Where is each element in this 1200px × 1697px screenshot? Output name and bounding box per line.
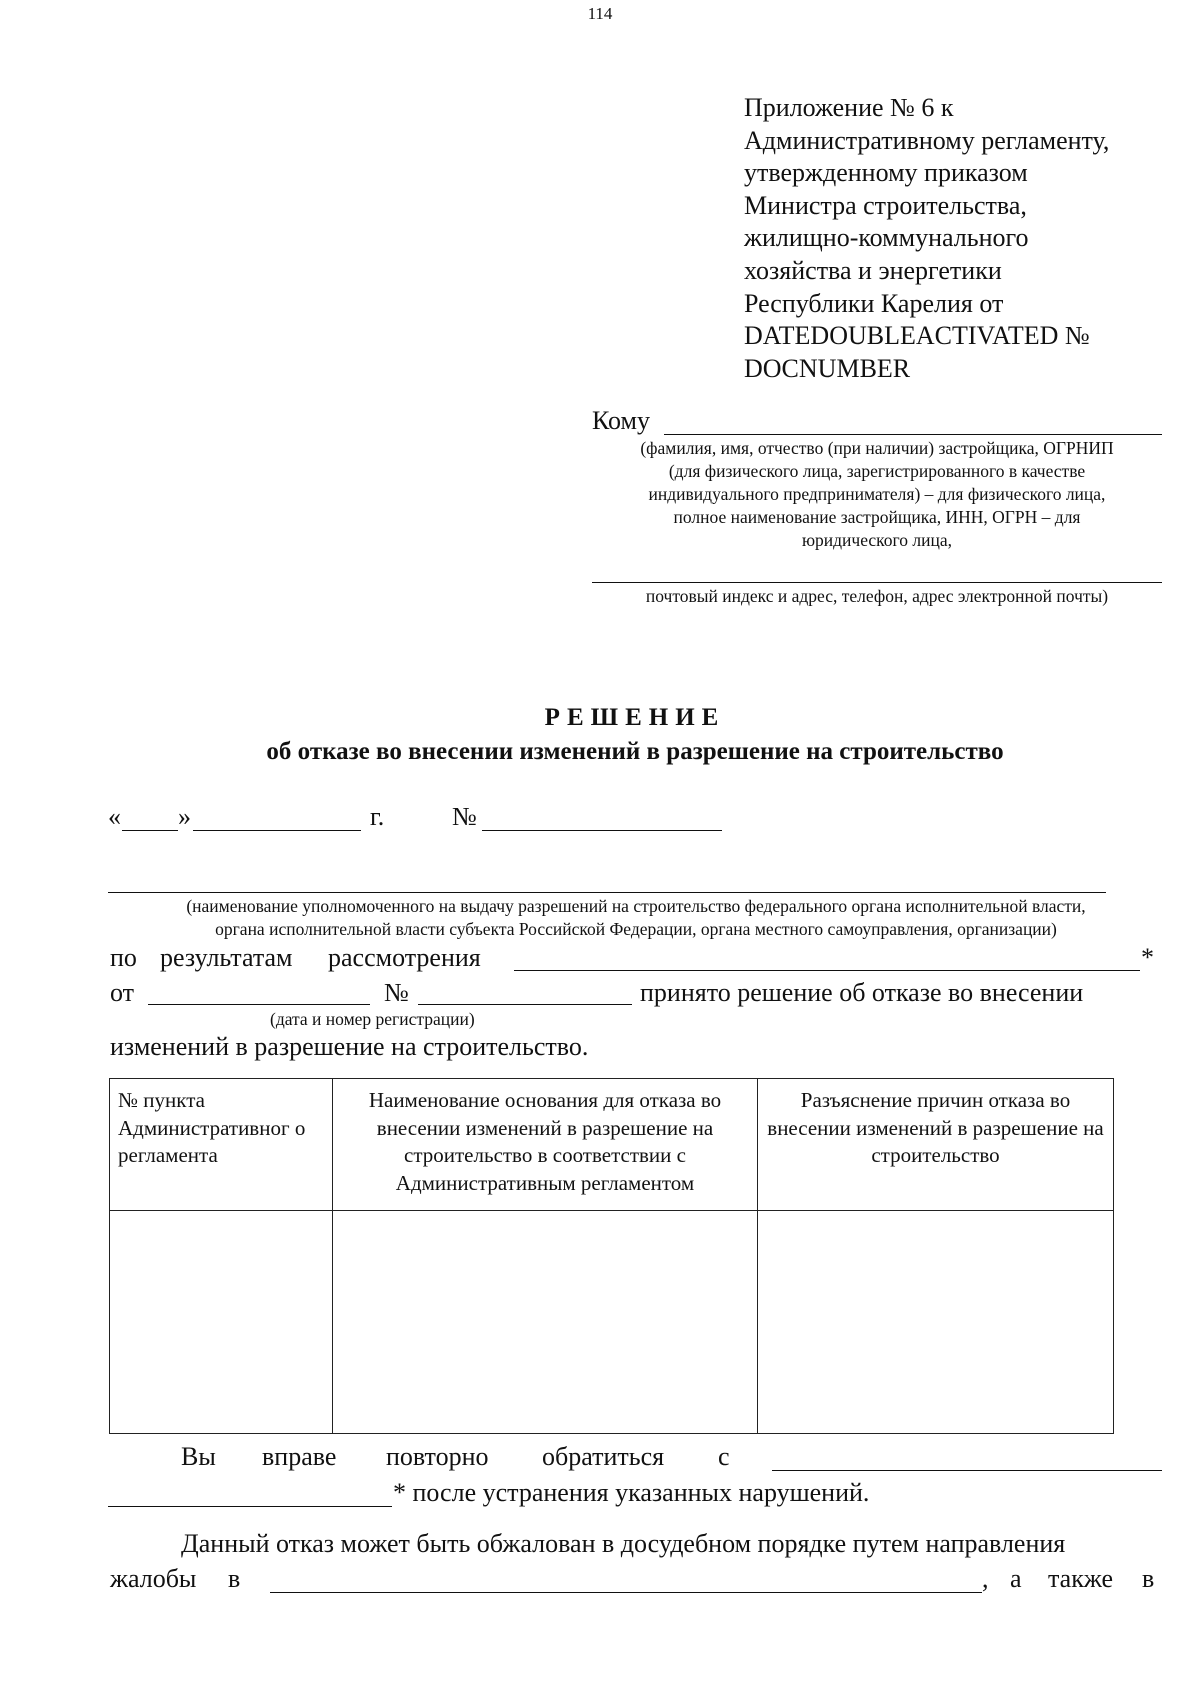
appeal-text: Данный отказ может быть обжалован в досудебном порядке путем направления — [181, 1529, 1066, 1558]
reapply-continuation-line[interactable] — [108, 1506, 392, 1507]
recipient-note — [592, 437, 1162, 552]
recipient-name-line[interactable] — [664, 434, 1162, 435]
appeal-word: также — [1048, 1564, 1114, 1593]
refusal-reasons-table — [109, 1078, 1114, 1434]
authority-note-line: (наименование уполномоченного на выдачу разрешений на строительство федерального органа исполнительной власти, — [186, 896, 1086, 916]
appendix-line: Республики Карелия от — [744, 288, 1004, 318]
document-title: РЕШЕНИЕ — [544, 704, 726, 731]
day-field-line[interactable] — [122, 830, 178, 831]
recipient-note-line: индивидуального предпринимателя) – для физического лица, — [648, 484, 1106, 504]
table-cell[interactable] — [110, 1211, 333, 1434]
appendix-line: жилищно-коммунального — [744, 223, 1029, 253]
appendix-line: DATEDOUBLEACTIVATED № — [744, 321, 1090, 351]
page-number: 114 — [587, 4, 613, 23]
reapply-word: Вы — [181, 1442, 216, 1471]
appendix-line: хозяйства и энергетики — [744, 255, 1002, 285]
registration-number-line[interactable] — [418, 1004, 632, 1005]
recipient-label: Кому — [592, 406, 651, 435]
table-header-cell: № пункта Административног о регламента — [110, 1079, 333, 1211]
recipient-address-line[interactable] — [592, 582, 1162, 583]
table-header-cell: Разъяснение причин отказа во внесении изменений в разрешение на строительство — [758, 1079, 1114, 1211]
document-subtitle: об отказе во внесении изменений в разрешение на строительство — [266, 738, 1004, 765]
table-cell[interactable] — [758, 1211, 1114, 1434]
authority-name-line[interactable] — [108, 892, 1106, 893]
appeal-authority-line[interactable] — [270, 1592, 982, 1593]
appeal-word: а — [1010, 1564, 1022, 1593]
year-suffix: г. — [370, 802, 385, 831]
recipient-note-line: (для физического лица, зарегистрированного в качестве — [668, 461, 1086, 481]
registration-number-sign: № — [384, 978, 409, 1007]
recipient-note-line: (фамилия, имя, отчество (при наличии) застройщика, ОГРНИП — [640, 438, 1114, 458]
authority-note-line: органа исполнительной власти субъекта Российской Федерации, органа местного самоуправления, организации) — [215, 919, 1057, 939]
authority-note — [106, 895, 1166, 941]
reapply-word: повторно — [386, 1442, 489, 1471]
from-word: от — [110, 978, 135, 1007]
continuation-text: изменений в разрешение на строительство. — [110, 1032, 589, 1061]
review-word: рассмотрения — [328, 943, 481, 972]
appendix-line: DOCNUMBER — [744, 353, 911, 383]
asterisk: * — [1141, 943, 1154, 972]
review-subject-line[interactable] — [514, 970, 1140, 971]
recipient-note-line: юридического лица, — [801, 530, 953, 550]
decision-text: принято решение об отказе во внесении — [640, 978, 1084, 1007]
appendix-line: утвержденному приказом — [744, 158, 1028, 188]
appendix-line: Административному регламенту, — [744, 125, 1110, 155]
table-row — [110, 1211, 1114, 1434]
reapply-word: вправе — [262, 1442, 337, 1471]
review-word: по — [110, 943, 137, 972]
appeal-word: в — [228, 1564, 241, 1593]
reapply-after-text: * после устранения указанных нарушений. — [393, 1478, 870, 1507]
appeal-word: в — [1142, 1564, 1155, 1593]
table-header-row — [110, 1079, 1114, 1211]
reapply-authority-line[interactable] — [772, 1470, 1162, 1471]
decision-number-line[interactable] — [482, 830, 722, 831]
review-word: результатам — [160, 943, 293, 972]
registration-date-line[interactable] — [148, 1004, 370, 1005]
appeal-word: жалобы — [110, 1564, 197, 1593]
date-close-quote: » — [178, 802, 191, 831]
table-header-cell: Наименование основания для отказа во внесении изменений в разрешение на строительство в соответствии с Административным регламентом — [333, 1079, 758, 1211]
reapply-word: с — [718, 1442, 730, 1471]
appeal-comma: , — [982, 1564, 989, 1593]
number-sign: № — [452, 802, 477, 831]
appendix-line: Приложение № 6 к — [744, 93, 954, 122]
recipient-note-line: полное наименование застройщика, ИНН, ОГРН – для — [673, 507, 1081, 527]
date-number-note: (дата и номер регистрации) — [270, 1009, 475, 1029]
appendix-line: Министра строительства, — [744, 190, 1027, 220]
table-cell[interactable] — [333, 1211, 758, 1434]
date-open-quote: « — [108, 802, 121, 831]
address-note: почтовый индекс и адрес, телефон, адрес электронной почты) — [645, 586, 1109, 606]
appendix-header — [744, 92, 1184, 385]
reapply-word: обратиться — [542, 1442, 665, 1471]
month-field-line[interactable] — [193, 830, 361, 831]
